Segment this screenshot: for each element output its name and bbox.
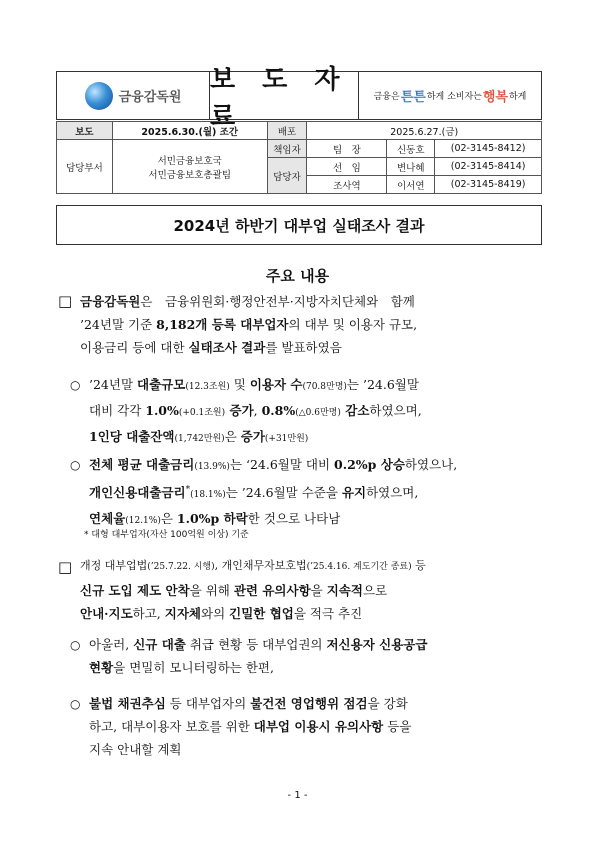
text: (13.9%) xyxy=(194,462,230,472)
text: 을 xyxy=(310,583,327,598)
staff-title: 선 임 xyxy=(307,158,387,176)
text: 1.0% xyxy=(145,403,179,418)
text-credit-loan-rate: 개인신용대출금리 xyxy=(89,485,186,501)
text: 는 ’24.6월말 수준을 xyxy=(225,485,342,501)
paragraph-6 xyxy=(89,692,549,761)
text-delinquency: 연체율 xyxy=(89,511,126,527)
text: 의 대부 및 이용자 규모, xyxy=(288,317,418,332)
text: (12.1%) xyxy=(125,516,161,527)
text: 을 강화 xyxy=(367,696,408,711)
text: ’24년말 기준 xyxy=(80,317,157,332)
circle-bullet: ○ xyxy=(70,638,81,652)
text: (1,742만원) xyxy=(174,434,225,444)
text: 대부업 이용시 유의사항 xyxy=(253,719,384,734)
text: 지속 안내할 계획 xyxy=(89,742,182,757)
staff-name: 변나혜 xyxy=(387,158,435,176)
text: 0.2%p 상승 xyxy=(334,457,405,472)
text: 감소 xyxy=(340,403,370,418)
text-lenders-count: 8,182개 등록 대부업자 xyxy=(156,317,289,332)
page-number: - 1 - xyxy=(287,790,308,801)
text: 유지 xyxy=(341,485,367,501)
text: , 개인채무자보호법 xyxy=(214,559,307,572)
slogan-text-2: 하게 소비자는 xyxy=(426,92,482,102)
release-label: 보도 xyxy=(57,122,113,140)
responsible-label: 책임자 xyxy=(267,140,307,158)
text: 불법 채권추심 xyxy=(89,696,166,711)
footnote-mark: * xyxy=(185,485,191,495)
department-name xyxy=(112,140,267,194)
text: 지속적 xyxy=(326,583,363,598)
text: 신규 대출 xyxy=(133,637,186,652)
responsible-row xyxy=(57,140,542,158)
text: 하였으며, xyxy=(369,403,422,418)
text: (18.1%) xyxy=(190,490,226,501)
text: 한 것으로 나타남 xyxy=(247,511,341,527)
text: 이용금리 등에 대한 xyxy=(80,340,189,355)
distribution-date: 2025.6.27.(금) xyxy=(307,122,542,140)
responsible-phone: (02-3145-8412) xyxy=(435,140,542,158)
paragraph-4 xyxy=(80,554,550,625)
department-line-1: 서민금융보호국 xyxy=(157,155,222,167)
text: 으로 xyxy=(362,583,388,598)
slogan-text-1: 금융은 xyxy=(373,92,400,102)
text: 을 적극 추진 xyxy=(293,606,363,621)
text: (+31만원) xyxy=(264,434,309,444)
text: 저신용자 신용공급 xyxy=(326,637,428,652)
text: (△0.6만명) xyxy=(295,408,341,418)
text: 현황 xyxy=(89,660,114,675)
staff-name: 이서연 xyxy=(387,176,435,194)
text: 지자체 xyxy=(164,606,201,621)
text: ’24년말 xyxy=(89,377,138,392)
text-fss: 금융감독원 xyxy=(80,294,141,309)
text: 을 면밀히 모니터링하는 한편, xyxy=(113,660,274,675)
text: 증가 xyxy=(240,429,265,444)
text: (’25.4.16. 계도기간 종료) xyxy=(306,562,412,572)
text: 아울러, xyxy=(89,637,134,652)
text: 등을 xyxy=(383,719,412,734)
text: 0.8% xyxy=(261,403,296,418)
distribution-label: 배포 xyxy=(267,122,307,140)
text: (70.8만명) xyxy=(302,382,347,392)
text: (+0.1조원) xyxy=(178,408,226,418)
document-type-title: 보 도 자 료 xyxy=(210,72,359,119)
text: 을 위해 xyxy=(189,583,234,598)
text: 하였으며, xyxy=(366,485,419,501)
text: 안내·지도 xyxy=(80,606,133,621)
footnote: * 대형 대부업자(자산 100억원 이상) 기준 xyxy=(84,530,249,540)
text: 하고, 대부이용자 보호를 위한 xyxy=(89,719,254,734)
department-label: 담당부서 xyxy=(57,140,113,194)
text: 는 ‘24.6월말 대비 xyxy=(229,457,335,472)
text: 관련 유의사항 xyxy=(233,583,311,598)
text: 는 ’24.6월말 xyxy=(346,377,419,392)
globe-logo-icon xyxy=(85,82,113,110)
text: 와의 xyxy=(201,606,230,621)
text: 하였으나, xyxy=(404,457,458,472)
responsible-title: 팀 장 xyxy=(307,140,387,158)
circle-bullet: ○ xyxy=(70,697,81,711)
text: 취급 현황 등 대부업권의 xyxy=(185,637,327,652)
text: (’25.7.22. 시행) xyxy=(147,562,215,572)
slogan-emphasis-1: 튼튼 xyxy=(400,90,426,105)
text: 등 xyxy=(411,559,426,572)
text: (12.3조원) xyxy=(185,382,230,392)
staff-title: 조사역 xyxy=(307,176,387,194)
release-info-table xyxy=(56,121,542,194)
staff-label: 담당자 xyxy=(267,158,307,194)
release-date: 2025.6.30.(월) 조간 xyxy=(112,122,267,140)
responsible-name: 신동호 xyxy=(387,140,435,158)
text: 증가 xyxy=(225,403,254,418)
text-borrowers: 이용자 수 xyxy=(249,377,303,392)
text-survey-result: 실태조사 결과 xyxy=(188,340,266,355)
text-average-rate: 전체 평균 대출금리 xyxy=(89,457,195,472)
slogan xyxy=(359,72,541,119)
text: 하고, xyxy=(132,606,165,621)
text: 신규 도입 제도 안착 xyxy=(80,583,190,598)
paragraph-5 xyxy=(89,633,549,679)
department-line-2: 서민금융보호총괄팀 xyxy=(148,169,231,181)
paragraph-1 xyxy=(80,290,550,359)
text-loan-volume: 대출규모 xyxy=(137,377,186,392)
org-name: 금융감독원 xyxy=(118,90,182,105)
text: 은 xyxy=(224,429,241,444)
paragraph-2 xyxy=(89,373,549,451)
text-per-capita-balance: 1인당 대출잔액 xyxy=(89,429,175,444)
headline: 2024년 하반기 대부업 실태조사 결과 xyxy=(56,205,542,245)
text: 대비 각각 xyxy=(89,403,146,418)
text: 은 xyxy=(160,511,177,527)
fss-logo xyxy=(57,72,210,119)
circle-bullet: ○ xyxy=(70,378,81,392)
text: 등 대부업자의 xyxy=(165,696,251,711)
release-row xyxy=(57,122,542,140)
staff-phone: (02-3145-8414) xyxy=(435,158,542,176)
square-bullet: □ xyxy=(58,558,73,576)
text: 및 xyxy=(229,377,250,392)
text: , xyxy=(253,403,262,418)
text: 를 발표하였음 xyxy=(265,340,342,355)
paragraph-3 xyxy=(89,453,549,533)
staff-phone: (02-3145-8419) xyxy=(435,176,542,194)
text: 은 금융위원회·행정안전부·지방자치단체와 함께 xyxy=(140,294,415,309)
section-title: 주요 내용 xyxy=(265,267,330,285)
text: 개정 대부업법 xyxy=(80,559,148,572)
slogan-emphasis-2: 행복 xyxy=(482,90,508,105)
text: 긴밀한 협업 xyxy=(229,606,294,621)
square-bullet: □ xyxy=(58,292,73,310)
slogan-text-3: 하게 xyxy=(508,92,527,102)
text: 1.0%p 하락 xyxy=(176,511,248,527)
text: 불건전 영업행위 점검 xyxy=(250,696,368,711)
circle-bullet: ○ xyxy=(70,458,81,472)
